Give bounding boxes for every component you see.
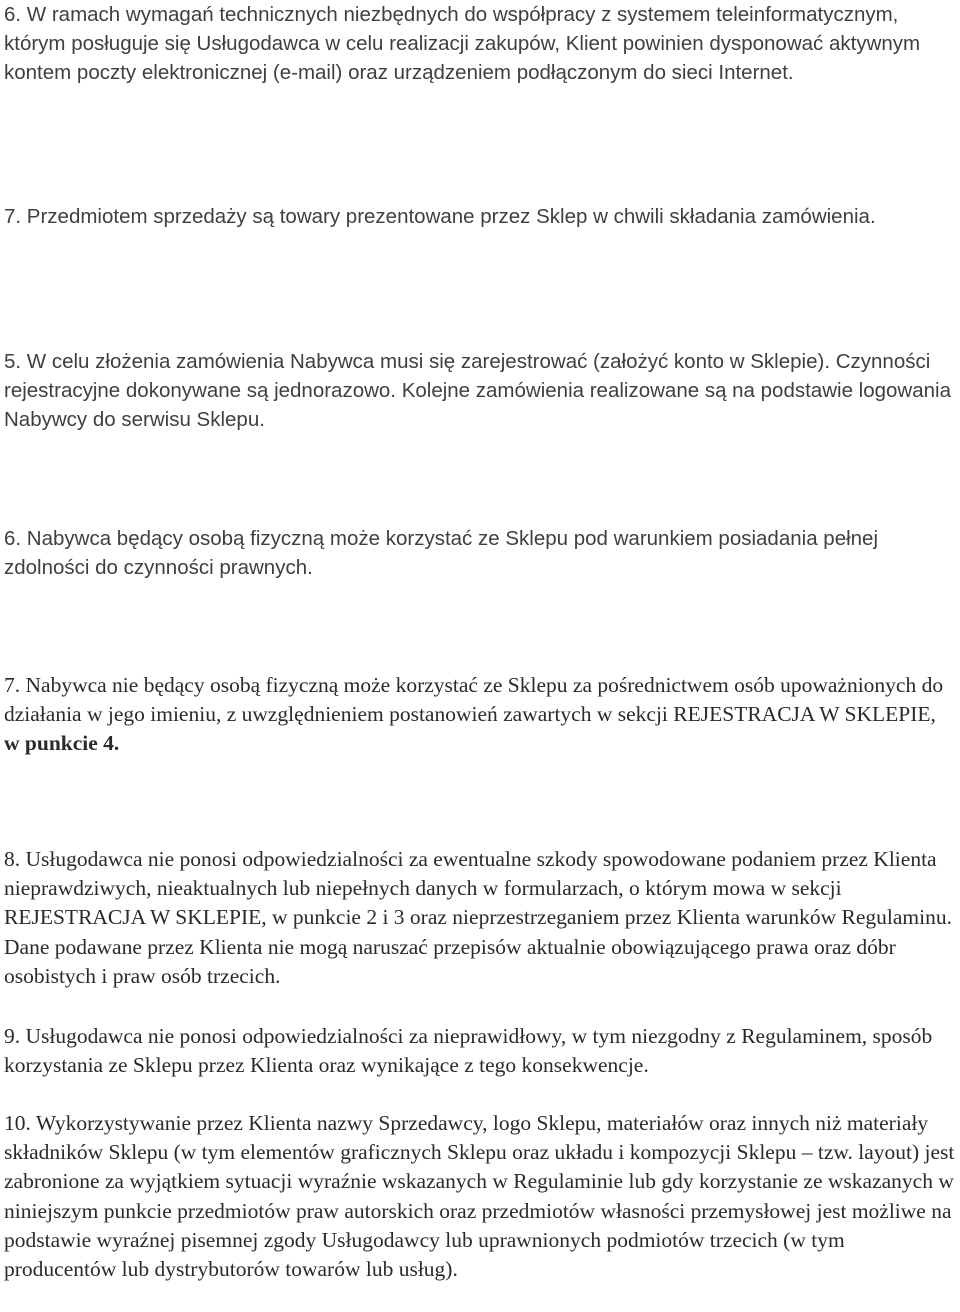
paragraph-natural-person: 6. Nabywca będący osobą fizyczną może korzystać ze Sklepu pod warunkiem posiadania pełnej zdolności do czynności prawnych. bbox=[4, 527, 879, 580]
paragraph-technical-requirements: 6. W ramach wymagań technicznych niezbędnych do współpracy z systemem teleinformatycznym, którym posługuje się Usługodawca w celu realizacji zakupów, Klient powinien dysponować aktywnym kontem poczty elektronicznej (e-mail) oraz urządzeniem podłączonym do sieci Internet. bbox=[4, 3, 921, 85]
paragraph-registration: 5. W celu złożenia zamówienia Nabywca musi się zarejestrować (założyć konto w Sklepie). Czynności rejestracyjne dokonywane są jednorazowo. Kolejne zamówienia realizowane są na podstawie logowania Nabywcy do serwisu Sklepu. bbox=[4, 350, 951, 432]
paragraph-non-natural-person bbox=[4, 671, 956, 759]
paragraph-subject-of-sale: 7. Przedmiotem sprzedaży są towary prezentowane przez Sklep w chwili składania zamówienia. bbox=[4, 205, 876, 228]
paragraph-non-natural-person-text: 7. Nabywca nie będący osobą fizyczną może korzystać ze Sklepu za pośrednictwem osób upoważnionych do działania w jego imieniu, z uwzględnieniem postanowień zawartych w sekcji REJESTRACJA W SKLEPIE, bbox=[4, 673, 944, 727]
paragraph-non-natural-person-bold: w punkcie 4. bbox=[4, 731, 120, 756]
paragraph-intellectual-property: 10. Wykorzystywanie przez Klienta nazwy Sprzedawcy, logo Sklepu, materiałów oraz innych niż materiały składników Sklepu (w tym elementów graficznych Sklepu oraz układu i kompozycji Sklepu – tzw. layout) jest zabronione za wyjątkiem sytuacji wyraźnie wskazanych w Regulaminie lub gdy korzystanie ze wskazanych w niniejszym punkcie przedmiotów praw autorskich oraz przedmiotów własności przemysłowej jest możliwe na podstawie wyraźnej pisemnej zgody Usługodawcy lub uprawnionych podmiotów trzecich (w tym producentów lub dystrybutorów towarów lub usług). bbox=[4, 1111, 955, 1282]
paragraph-liability-data: 8. Usługodawca nie ponosi odpowiedzialności za ewentualne szkody spowodowane podaniem przez Klienta nieprawdziwych, nieaktualnych lub niepełnych danych w formularzach, o którym mowa w sekcji REJESTRACJA W SKLEPIE, w punkcie 2 i 3 oraz nieprzestrzeganiem przez Klienta warunków Regulaminu. Dane podawane przez Klienta nie mogą naruszać przepisów aktualnie obowiązującego prawa oraz dóbr osobistych i praw osób trzecich. bbox=[4, 847, 952, 988]
paragraph-liability-usage: 9. Usługodawca nie ponosi odpowiedzialności za nieprawidłowy, w tym niezgodny z Regulaminem, sposób korzystania ze Sklepu przez Klienta oraz wynikające z tego konsekwencje. bbox=[4, 1024, 933, 1078]
